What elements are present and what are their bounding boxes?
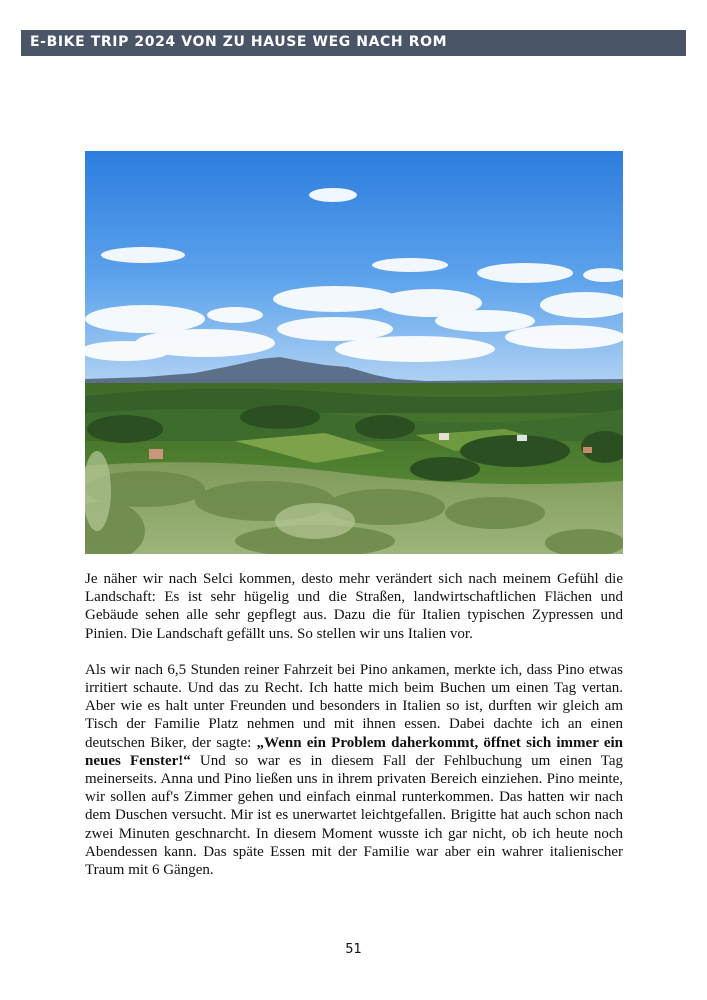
running-header-title: E-BIKE TRIP 2024 VON ZU HAUSE WEG NACH ROM xyxy=(30,34,448,50)
page-number: 51 xyxy=(345,942,362,957)
running-header-bar xyxy=(21,30,686,56)
highlighted-quote: „Wenn ein Problem daherkommt, öffnet sich immer ein neues Fenster!“ xyxy=(85,734,623,769)
paragraph-2 xyxy=(85,661,623,879)
body-text xyxy=(85,570,623,879)
paragraph-2-end: Und so war es in diesem Fall der Fehlbuchung um einen Tag meinerseits. Anna und Pino ließen uns in ihrem privaten Bereich einziehen. Pino meinte, wir sollen auf's Zimmer gehen und einfach einmal runterkommen. Das hatten wir nach dem Duschen versucht. Mir ist es unerwartet leichtgefallen. Brigitte hat auch schon nach zwei Minuten geschnarcht. In diesem Moment wusste ich gar nicht, ob ich heute noch Abendessen kann. Das späte Essen mit der Familie war aber ein wahrer italienischer Traum mit 6 Gängen. xyxy=(85,752,623,879)
paragraph-1: Je näher wir nach Selci kommen, desto mehr verändert sich nach meinem Gefühl die Landschaft: Es ist sehr hügelig und die Straßen, landwirtschaftlichen Flächen und Gebäude sehen alle sehr gepflegt aus. Dazu die für Italien typischen Zypressen und Pinien. Die Landschaft gefällt uns. So stellen wir uns Italien vor. xyxy=(85,571,623,642)
landscape-photo xyxy=(85,151,623,554)
paragraph-2-start: Als wir nach 6,5 Stunden reiner Fahrzeit bei Pino ankamen, merkte ich, dass Pino etwas irritiert schaute. Und das zu Recht. Ich hatte mich beim Buchen um einen Tag vertan. Aber wie es halt unter Freunden und besonders in Italien so ist, durften wir gleich am Tisch der Familie Platz nehmen und mit ihnen essen. Dabei dachte ich an einen deutschen Biker, der sagte: xyxy=(85,661,623,751)
